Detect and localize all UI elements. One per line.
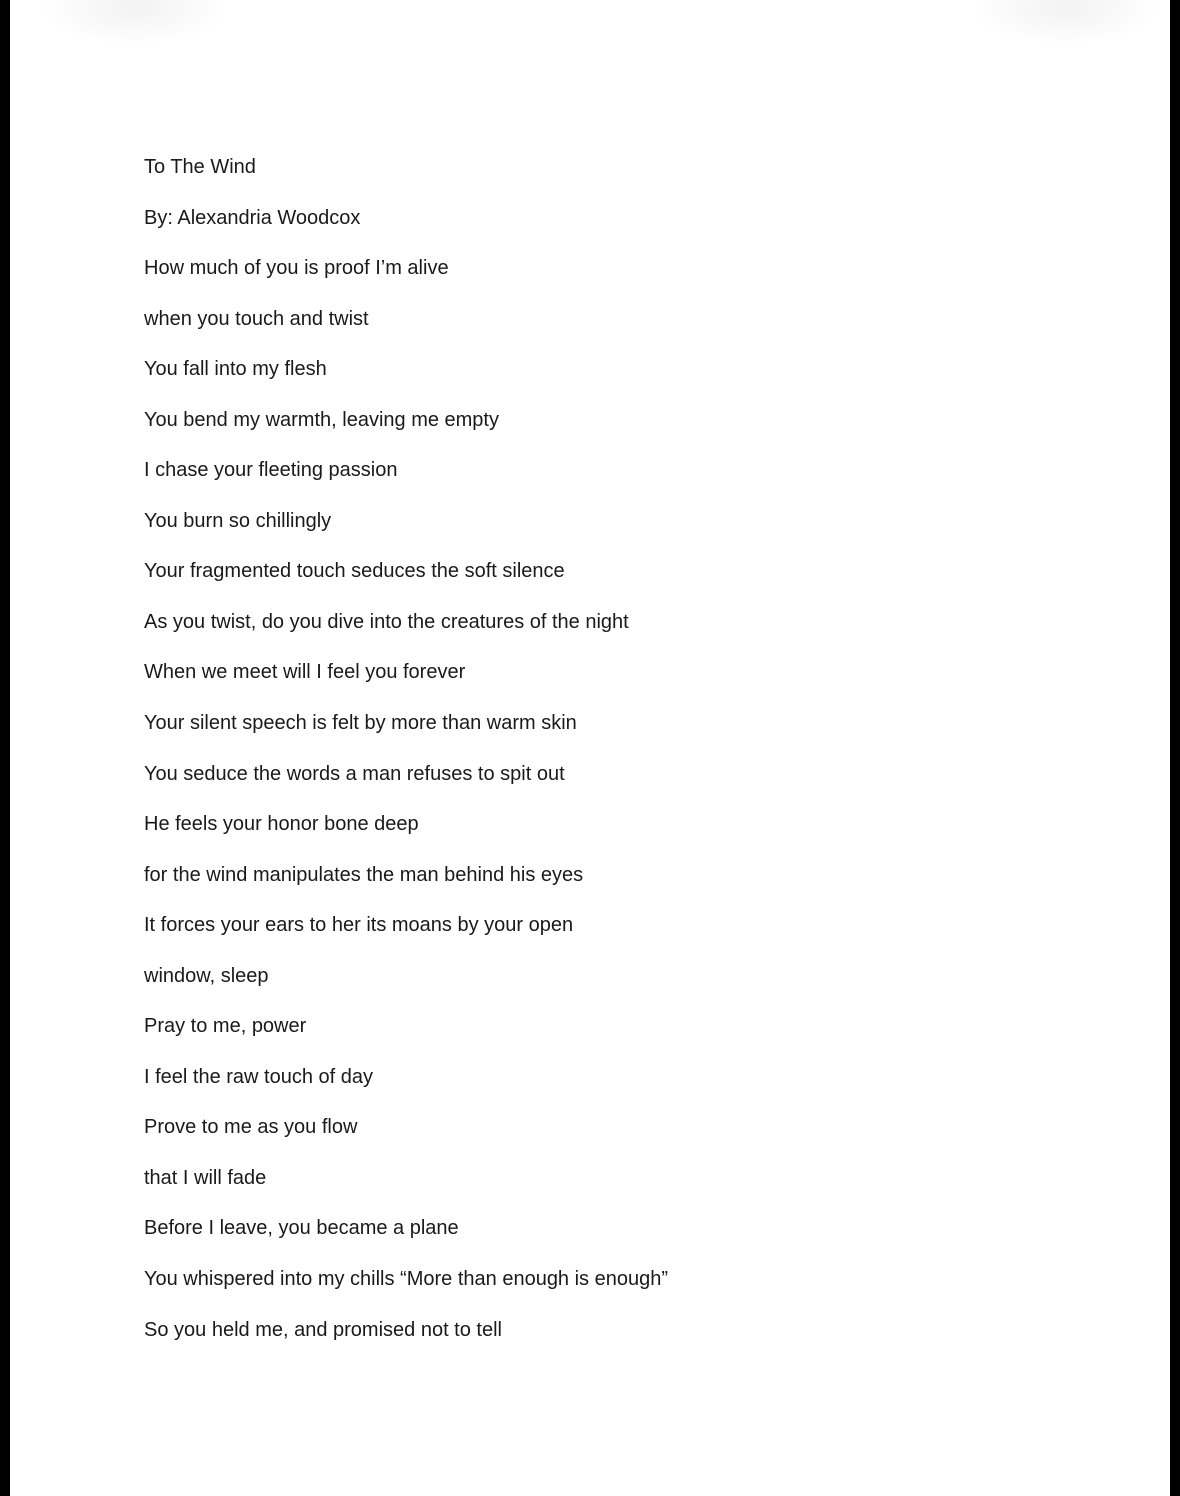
- poem-line: How much of you is proof I’m alive: [144, 257, 449, 280]
- poem-line: As you twist, do you dive into the creatures of the night: [144, 610, 629, 633]
- poem-line: You whispered into my chills “More than enough is enough”: [144, 1268, 669, 1291]
- poem-line: You seduce the words a man refuses to spit out: [144, 762, 565, 785]
- poem-line: He feels your honor bone deep: [144, 813, 419, 836]
- poem-line: It forces your ears to her its moans by your open: [144, 914, 574, 937]
- page-shadow-left: [40, 0, 230, 45]
- poem-line: that I will fade: [144, 1166, 267, 1189]
- poem-line: window, sleep: [144, 964, 269, 987]
- poem-line: Before I leave, you became a plane: [144, 1217, 459, 1240]
- poem-line: when you touch and twist: [144, 307, 369, 330]
- poem-line: You fall into my flesh: [144, 358, 327, 381]
- document-page: [10, 0, 1170, 1496]
- poem-line: Pray to me, power: [144, 1015, 307, 1038]
- poem-line: for the wind manipulates the man behind his eyes: [144, 863, 584, 886]
- poem-line: So you held me, and promised not to tell: [144, 1318, 502, 1341]
- page-shadow-right: [970, 0, 1160, 45]
- poem-line: I chase your fleeting passion: [144, 459, 398, 482]
- poem-body: [144, 151, 1044, 1364]
- poem-line: You burn so chillingly: [144, 509, 332, 532]
- poem-line: Prove to me as you flow: [144, 1116, 358, 1139]
- poem-line: When we meet will I feel you forever: [144, 661, 466, 684]
- poem-line: I feel the raw touch of day: [144, 1065, 374, 1088]
- poem-author: By: Alexandria Woodcox: [144, 206, 361, 229]
- poem-line: Your silent speech is felt by more than warm skin: [144, 712, 577, 735]
- poem-line: You bend my warmth, leaving me empty: [144, 408, 499, 431]
- poem-line: Your fragmented touch seduces the soft silence: [144, 560, 565, 583]
- poem-title: To The Wind: [144, 156, 256, 178]
